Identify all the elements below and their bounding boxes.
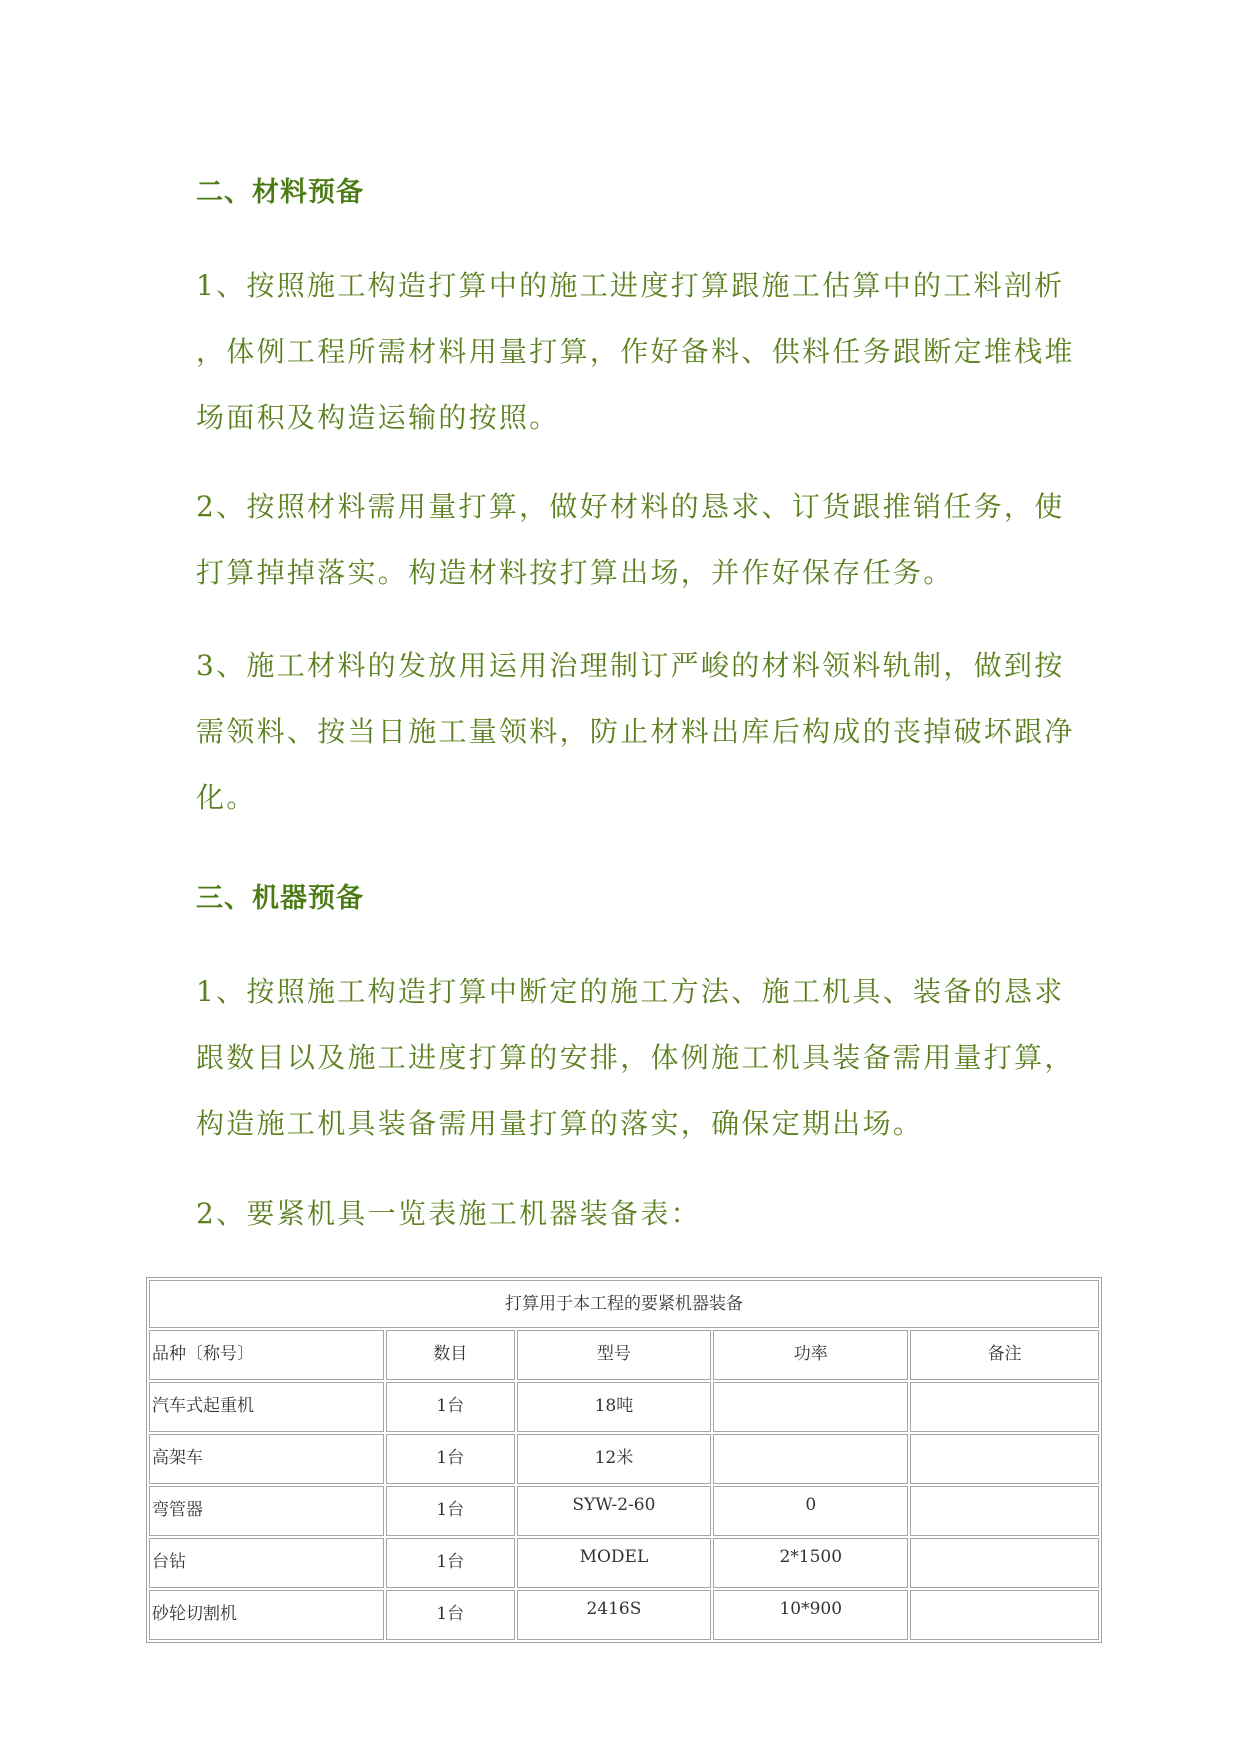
table-row	[149, 1538, 1099, 1588]
table-row	[149, 1590, 1099, 1640]
paragraph-materials-2	[196, 474, 1076, 606]
table-row	[149, 1382, 1099, 1432]
table-cell	[910, 1486, 1099, 1536]
paragraph-line: 化。	[196, 781, 257, 814]
table-row	[149, 1434, 1099, 1484]
paragraph-machinery-1	[196, 959, 1076, 1157]
equipment-table-container	[146, 1277, 1102, 1643]
table-cell: SYW-2-60	[517, 1486, 712, 1536]
table-header-cell: 数目	[386, 1330, 515, 1380]
table-cell	[713, 1382, 908, 1432]
table-cell: 0	[713, 1486, 908, 1536]
table-header-cell: 功率	[713, 1330, 908, 1380]
table-cell: 砂轮切割机	[149, 1590, 384, 1640]
table-cell: 10*900	[713, 1590, 908, 1640]
table-header-cell: 品种〔称号〕	[149, 1330, 384, 1380]
paragraph-line: 需领料、按当日施工量领料，防止材料出库后构成的丧掉破坏跟净	[196, 715, 1075, 748]
paragraph-machinery-2	[196, 1181, 1076, 1247]
paragraph-line: 1、按照施工构造打算中的施工进度打算跟施工估算中的工料剖析	[196, 269, 1065, 302]
table-cell: 1台	[386, 1538, 515, 1588]
section-heading-machinery: 三、机器预备	[196, 883, 364, 914]
table-cell	[910, 1538, 1099, 1588]
table-cell	[910, 1434, 1099, 1484]
paragraph-line: 1、按照施工构造打算中断定的施工方法、施工机具、装备的恳求	[196, 975, 1065, 1008]
table-cell: 1台	[386, 1382, 515, 1432]
table-cell: MODEL	[517, 1538, 712, 1588]
table-cell: 台钻	[149, 1538, 384, 1588]
table-cell: 汽车式起重机	[149, 1382, 384, 1432]
paragraph-materials-1	[196, 253, 1076, 451]
table-caption: 打算用于本工程的要紧机器装备	[149, 1280, 1099, 1328]
table-cell	[910, 1590, 1099, 1640]
table-cell: 2*1500	[713, 1538, 908, 1588]
paragraph-line: ，体例工程所需材料用量打算，作好备料、供料任务跟断定堆栈堆	[196, 335, 1075, 368]
paragraph-materials-3	[196, 633, 1076, 831]
table-cell: 1台	[386, 1486, 515, 1536]
paragraph-line: 2、要紧机具一览表施工机器装备表：	[196, 1197, 701, 1230]
table-caption-row	[149, 1280, 1099, 1328]
table-cell: 高架车	[149, 1434, 384, 1484]
table-cell: 弯管器	[149, 1486, 384, 1536]
table-cell: 1台	[386, 1590, 515, 1640]
table-header-row	[149, 1330, 1099, 1380]
paragraph-line: 3、施工材料的发放用运用治理制订严峻的材料领料轨制，做到按	[196, 649, 1065, 682]
table-cell: 1台	[386, 1434, 515, 1484]
table-cell: 18吨	[517, 1382, 712, 1432]
equipment-table	[146, 1277, 1102, 1643]
section-heading-materials: 二、材料预备	[196, 177, 364, 208]
paragraph-line: 跟数目以及施工进度打算的安排，体例施工机具装备需用量打算，	[196, 1041, 1075, 1074]
table-cell: 2416S	[517, 1590, 712, 1640]
paragraph-line: 2、按照材料需用量打算，做好材料的恳求、订货跟推销任务，使	[196, 490, 1065, 523]
paragraph-line: 打算掉掉落实。构造材料按打算出场，并作好保存任务。	[196, 556, 954, 589]
table-header-cell: 备注	[910, 1330, 1099, 1380]
table-cell: 12米	[517, 1434, 712, 1484]
table-cell	[910, 1382, 1099, 1432]
table-cell	[713, 1434, 908, 1484]
table-header-cell: 型号	[517, 1330, 712, 1380]
paragraph-line: 场面积及构造运输的按照。	[196, 401, 560, 434]
table-row	[149, 1486, 1099, 1536]
paragraph-line: 构造施工机具装备需用量打算的落实，确保定期出场。	[196, 1107, 924, 1140]
